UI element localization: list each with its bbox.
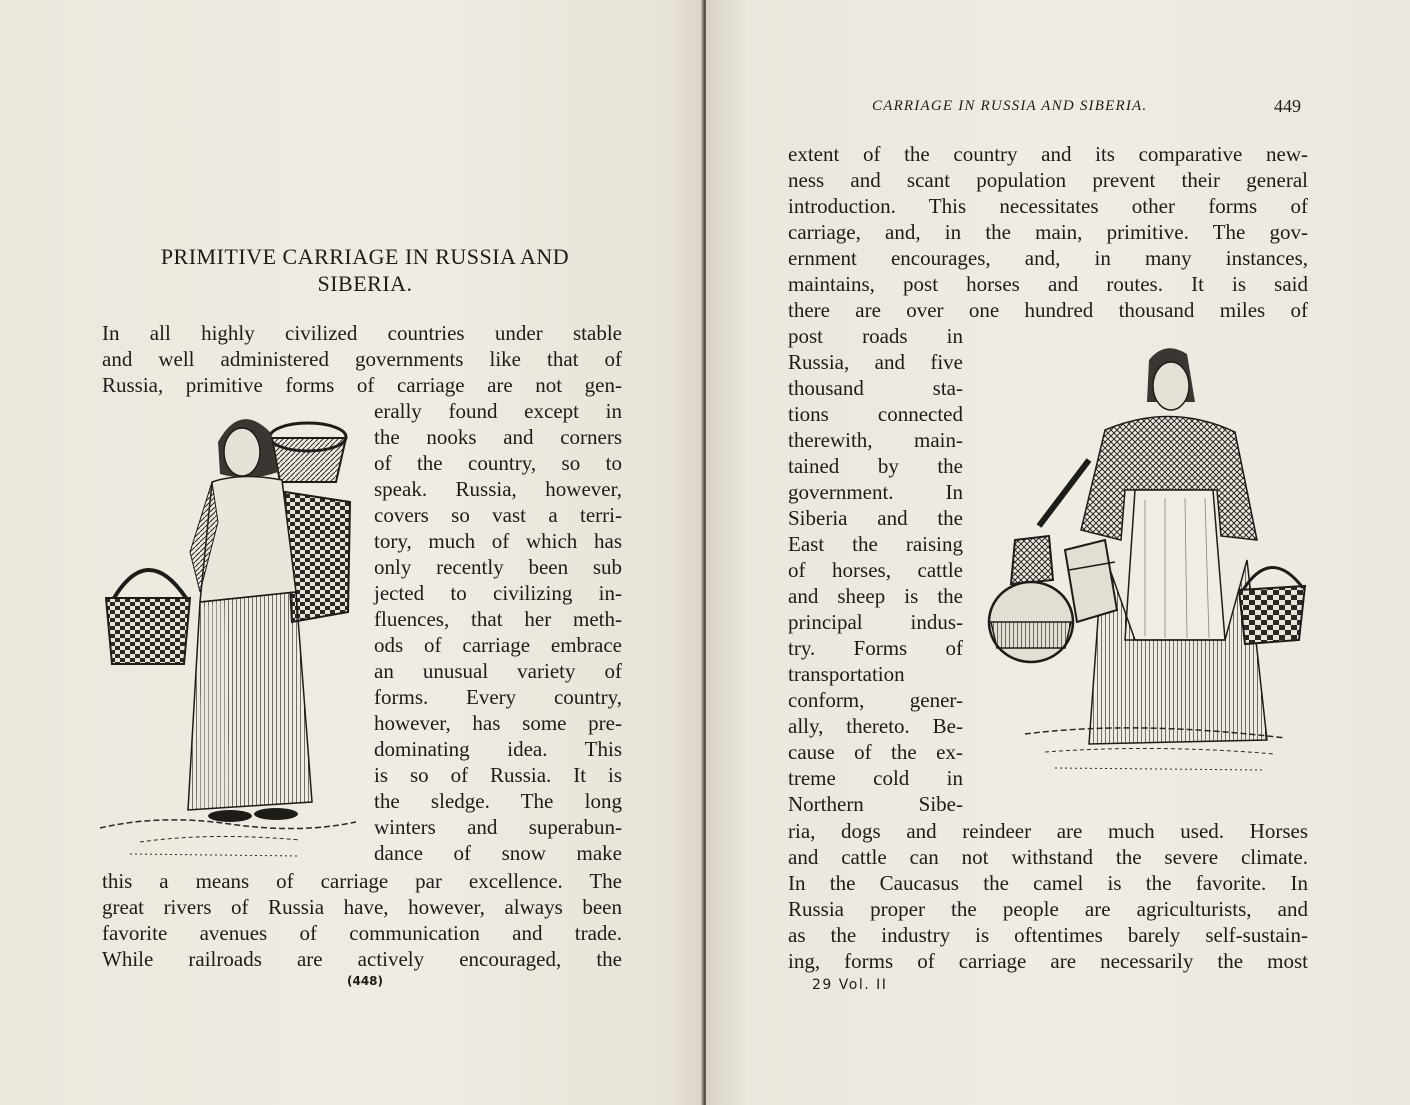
right-text-bottom (788, 818, 1308, 974)
text-line: ria, dogs and reindeer are much used. Horses (788, 819, 1308, 843)
text-line: ally, thereto. Be- (788, 714, 963, 738)
text-line: an unusual variety of (374, 659, 622, 683)
left-text-top (102, 320, 622, 398)
text-line: is so of Russia. It is (374, 763, 622, 787)
text-line: covers so vast a terri- (374, 503, 622, 527)
text-line: as the industry is oftentimes barely self-sustain- (788, 923, 1308, 947)
text-line: winters and superabun- (374, 815, 622, 839)
woman-with-milk-cans-illustration (985, 340, 1311, 788)
text-line: and sheep is the (788, 584, 963, 608)
text-line: of the country, so to (374, 451, 622, 475)
text-line: there are over one hundred thousand miles of (788, 298, 1308, 322)
right-text-top (788, 141, 1308, 323)
text-line: this a means of carriage par excellence. The (102, 869, 622, 893)
text-line: East the raising (788, 532, 963, 556)
text-line: dominating idea. This (374, 737, 622, 761)
text-line: introduction. This necessitates other forms of (788, 194, 1308, 218)
text-line: treme cold in (788, 766, 963, 790)
text-line: cause of the ex- (788, 740, 963, 764)
text-line: of horses, cattle (788, 558, 963, 582)
text-line: ing, forms of carriage are necessarily the most (788, 949, 1308, 973)
text-line: In the Caucasus the camel is the favorite. In (788, 871, 1308, 895)
text-line: principal indus- (788, 610, 963, 634)
text-line: ness and scant population prevent their general (788, 168, 1308, 192)
text-line: and cattle can not withstand the severe climate. (788, 845, 1308, 869)
text-line: only recently been sub (374, 555, 622, 579)
text-line: great rivers of Russia have, however, always been (102, 895, 622, 919)
text-line: try. Forms of (788, 636, 963, 660)
text-line: carriage, and, in the main, primitive. The gov- (788, 220, 1308, 244)
text-line: and well administered governments like that of (102, 347, 622, 371)
text-line: extent of the country and its comparative new- (788, 142, 1308, 166)
woman-with-baskets-illustration (100, 402, 358, 864)
text-line: however, has some pre- (374, 711, 622, 735)
text-line: Northern Sibe- (788, 792, 963, 816)
text-line: maintains, post horses and routes. It is said (788, 272, 1308, 296)
signature-mark: 29 Vol. II (812, 977, 888, 993)
text-line: Russia, primitive forms of carriage are not gen- (102, 373, 622, 397)
text-line: favorite avenues of communication and trade. (102, 921, 622, 945)
text-line: ods of carriage embrace (374, 633, 622, 657)
chapter-title-line: SIBERIA. (317, 271, 413, 296)
text-line: Russia, and five (788, 350, 963, 374)
text-line: erally found except in (374, 399, 622, 423)
left-page (0, 0, 704, 1105)
text-line: government. In (788, 480, 963, 504)
chapter-title-line: PRIMITIVE CARRIAGE IN RUSSIA AND (160, 244, 570, 269)
left-text-wrap (374, 398, 622, 866)
text-line: ernment encourages, and, in many instances, (788, 246, 1308, 270)
left-text-bottom (102, 868, 622, 972)
text-line: jected to civilizing in- (374, 581, 622, 605)
page-folio: (448) (346, 974, 384, 988)
text-line: In all highly civilized countries under stable (102, 321, 622, 345)
text-line: fluences, that her meth- (374, 607, 622, 631)
right-text-wrap (788, 323, 963, 817)
text-line: tained by the (788, 454, 963, 478)
text-line: speak. Russia, however, (374, 477, 622, 501)
text-line: the sledge. The long (374, 789, 622, 813)
text-line: While railroads are actively encouraged, the (102, 947, 622, 971)
text-line: therewith, main- (788, 428, 963, 452)
chapter-title (110, 243, 620, 297)
page-number: 449 (1274, 96, 1301, 116)
text-line: Russia proper the people are agriculturists, and (788, 897, 1308, 921)
text-line: the nooks and corners (374, 425, 622, 449)
text-line: conform, gener- (788, 688, 963, 712)
text-line: thousand sta- (788, 376, 963, 400)
text-line: forms. Every country, (374, 685, 622, 709)
text-line: dance of snow make (374, 841, 622, 865)
running-head: CARRIAGE IN RUSSIA AND SIBERIA. (872, 98, 1148, 114)
text-line: post roads in (788, 324, 963, 348)
text-line: tions connected (788, 402, 963, 426)
text-line: Siberia and the (788, 506, 963, 530)
text-line: tory, much of which has (374, 529, 622, 553)
text-line: transportation (788, 662, 905, 686)
